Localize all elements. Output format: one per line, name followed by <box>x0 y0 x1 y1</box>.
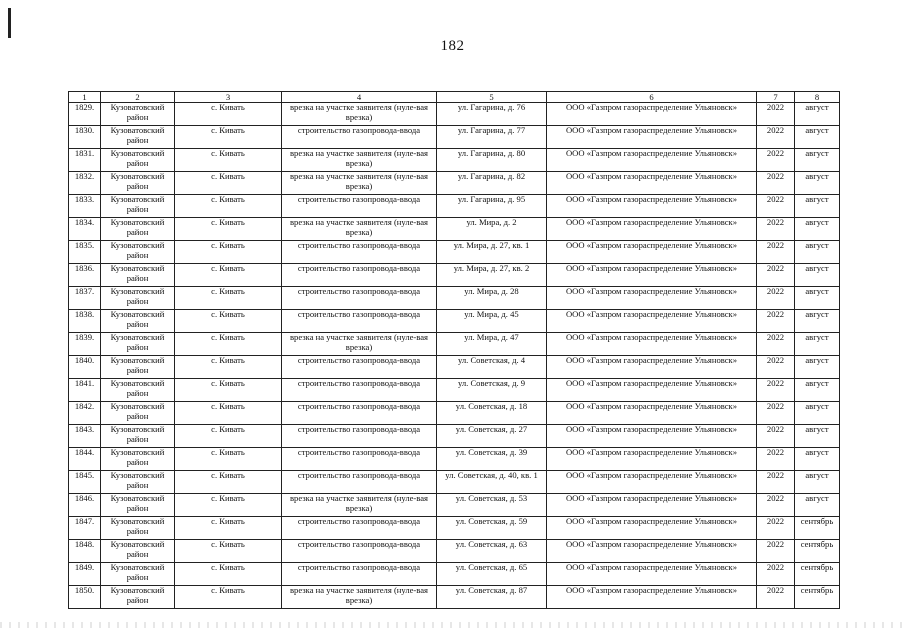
organization-cell: ООО «Газпром газораспределение Ульяновск» <box>547 586 757 609</box>
year-cell: 2022 <box>757 126 795 149</box>
district-cell: Кузоватовский район <box>101 264 175 287</box>
month-cell: август <box>795 103 840 126</box>
year-cell: 2022 <box>757 563 795 586</box>
village-cell: с. Кивать <box>175 241 282 264</box>
month-cell: август <box>795 195 840 218</box>
district-cell: Кузоватовский район <box>101 126 175 149</box>
work-type-cell: строительство газопровода-ввода <box>282 195 437 218</box>
organization-cell: ООО «Газпром газораспределение Ульяновск» <box>547 195 757 218</box>
row-number: 1837. <box>69 287 101 310</box>
organization-cell: ООО «Газпром газораспределение Ульяновск» <box>547 471 757 494</box>
work-type-cell: врезка на участке заявителя (нуле-вая врезка) <box>282 333 437 356</box>
row-number: 1840. <box>69 356 101 379</box>
year-cell: 2022 <box>757 149 795 172</box>
village-cell: с. Кивать <box>175 540 282 563</box>
district-cell: Кузоватовский район <box>101 540 175 563</box>
work-type-cell: врезка на участке заявителя (нуле-вая врезка) <box>282 586 437 609</box>
organization-cell: ООО «Газпром газораспределение Ульяновск» <box>547 402 757 425</box>
village-cell: с. Кивать <box>175 149 282 172</box>
organization-cell: ООО «Газпром газораспределение Ульяновск» <box>547 241 757 264</box>
col-header: 6 <box>547 92 757 103</box>
page-number: 182 <box>440 38 465 54</box>
address-cell: ул. Мира, д. 47 <box>437 333 547 356</box>
month-cell: август <box>795 149 840 172</box>
work-type-cell: строительство газопровода-ввода <box>282 356 437 379</box>
address-cell: ул. Мира, д. 28 <box>437 287 547 310</box>
district-cell: Кузоватовский район <box>101 494 175 517</box>
address-cell: ул. Гагарина, д. 95 <box>437 195 547 218</box>
table-row <box>69 126 840 149</box>
work-type-cell: врезка на участке заявителя (нуле-вая врезка) <box>282 218 437 241</box>
work-type-cell: врезка на участке заявителя (нуле-вая врезка) <box>282 172 437 195</box>
work-type-cell: врезка на участке заявителя (нуле-вая врезка) <box>282 103 437 126</box>
row-number: 1829. <box>69 103 101 126</box>
district-cell: Кузоватовский район <box>101 149 175 172</box>
address-cell: ул. Мира, д. 2 <box>437 218 547 241</box>
row-number: 1844. <box>69 448 101 471</box>
month-cell: август <box>795 218 840 241</box>
header-row <box>69 92 840 103</box>
district-cell: Кузоватовский район <box>101 448 175 471</box>
address-cell: ул. Мира, д. 27, кв. 1 <box>437 241 547 264</box>
work-type-cell: строительство газопровода-ввода <box>282 287 437 310</box>
col-header: 8 <box>795 92 840 103</box>
district-cell: Кузоватовский район <box>101 586 175 609</box>
scan-edge-mark <box>8 8 11 38</box>
district-cell: Кузоватовский район <box>101 471 175 494</box>
work-type-cell: строительство газопровода-ввода <box>282 471 437 494</box>
work-type-cell: врезка на участке заявителя (нуле-вая врезка) <box>282 149 437 172</box>
table-row <box>69 471 840 494</box>
table-row <box>69 356 840 379</box>
address-cell: ул. Гагарина, д. 82 <box>437 172 547 195</box>
work-type-cell: строительство газопровода-ввода <box>282 241 437 264</box>
village-cell: с. Кивать <box>175 586 282 609</box>
village-cell: с. Кивать <box>175 563 282 586</box>
table-row <box>69 517 840 540</box>
month-cell: август <box>795 287 840 310</box>
address-cell: ул. Советская, д. 63 <box>437 540 547 563</box>
address-cell: ул. Мира, д. 27, кв. 2 <box>437 264 547 287</box>
year-cell: 2022 <box>757 103 795 126</box>
table-row <box>69 425 840 448</box>
village-cell: с. Кивать <box>175 356 282 379</box>
col-header: 1 <box>69 92 101 103</box>
month-cell: август <box>795 126 840 149</box>
address-cell: ул. Советская, д. 59 <box>437 517 547 540</box>
village-cell: с. Кивать <box>175 218 282 241</box>
row-number: 1836. <box>69 264 101 287</box>
table-row <box>69 402 840 425</box>
district-cell: Кузоватовский район <box>101 310 175 333</box>
year-cell: 2022 <box>757 471 795 494</box>
row-number: 1834. <box>69 218 101 241</box>
year-cell: 2022 <box>757 586 795 609</box>
table-row <box>69 448 840 471</box>
year-cell: 2022 <box>757 195 795 218</box>
village-cell: с. Кивать <box>175 517 282 540</box>
month-cell: август <box>795 402 840 425</box>
work-type-cell: строительство газопровода-ввода <box>282 310 437 333</box>
district-cell: Кузоватовский район <box>101 172 175 195</box>
organization-cell: ООО «Газпром газораспределение Ульяновск» <box>547 310 757 333</box>
village-cell: с. Кивать <box>175 333 282 356</box>
month-cell: август <box>795 379 840 402</box>
month-cell: август <box>795 425 840 448</box>
year-cell: 2022 <box>757 333 795 356</box>
organization-cell: ООО «Газпром газораспределение Ульяновск» <box>547 356 757 379</box>
month-cell: август <box>795 264 840 287</box>
year-cell: 2022 <box>757 448 795 471</box>
year-cell: 2022 <box>757 356 795 379</box>
district-cell: Кузоватовский район <box>101 425 175 448</box>
table-row <box>69 103 840 126</box>
year-cell: 2022 <box>757 540 795 563</box>
organization-cell: ООО «Газпром газораспределение Ульяновск» <box>547 287 757 310</box>
month-cell: август <box>795 241 840 264</box>
work-type-cell: врезка на участке заявителя (нуле-вая врезка) <box>282 494 437 517</box>
work-type-cell: строительство газопровода-ввода <box>282 517 437 540</box>
table-body <box>69 103 840 609</box>
organization-cell: ООО «Газпром газораспределение Ульяновск» <box>547 172 757 195</box>
row-number: 1832. <box>69 172 101 195</box>
month-cell: август <box>795 494 840 517</box>
organization-cell: ООО «Газпром газораспределение Ульяновск» <box>547 494 757 517</box>
year-cell: 2022 <box>757 218 795 241</box>
row-number: 1830. <box>69 126 101 149</box>
row-number: 1843. <box>69 425 101 448</box>
table-row <box>69 494 840 517</box>
district-cell: Кузоватовский район <box>101 218 175 241</box>
work-type-cell: строительство газопровода-ввода <box>282 540 437 563</box>
organization-cell: ООО «Газпром газораспределение Ульяновск» <box>547 540 757 563</box>
work-type-cell: строительство газопровода-ввода <box>282 425 437 448</box>
table-row <box>69 218 840 241</box>
row-number: 1849. <box>69 563 101 586</box>
village-cell: с. Кивать <box>175 172 282 195</box>
month-cell: август <box>795 471 840 494</box>
address-cell: ул. Гагарина, д. 77 <box>437 126 547 149</box>
work-type-cell: строительство газопровода-ввода <box>282 264 437 287</box>
table-row <box>69 563 840 586</box>
district-cell: Кузоватовский район <box>101 517 175 540</box>
district-cell: Кузоватовский район <box>101 333 175 356</box>
col-header: 4 <box>282 92 437 103</box>
address-cell: ул. Советская, д. 27 <box>437 425 547 448</box>
table-row <box>69 540 840 563</box>
month-cell: август <box>795 448 840 471</box>
row-number: 1835. <box>69 241 101 264</box>
district-cell: Кузоватовский район <box>101 241 175 264</box>
village-cell: с. Кивать <box>175 310 282 333</box>
col-header: 2 <box>101 92 175 103</box>
year-cell: 2022 <box>757 517 795 540</box>
scan-noise-strip <box>0 622 905 628</box>
month-cell: август <box>795 356 840 379</box>
village-cell: с. Кивать <box>175 287 282 310</box>
district-cell: Кузоватовский район <box>101 103 175 126</box>
organization-cell: ООО «Газпром газораспределение Ульяновск» <box>547 517 757 540</box>
row-number: 1841. <box>69 379 101 402</box>
month-cell: сентябрь <box>795 586 840 609</box>
row-number: 1845. <box>69 471 101 494</box>
organization-cell: ООО «Газпром газораспределение Ульяновск» <box>547 218 757 241</box>
village-cell: с. Кивать <box>175 448 282 471</box>
year-cell: 2022 <box>757 310 795 333</box>
table-row <box>69 195 840 218</box>
address-cell: ул. Гагарина, д. 76 <box>437 103 547 126</box>
village-cell: с. Кивать <box>175 264 282 287</box>
row-number: 1846. <box>69 494 101 517</box>
table-row <box>69 333 840 356</box>
table-row <box>69 264 840 287</box>
table-row <box>69 149 840 172</box>
village-cell: с. Кивать <box>175 103 282 126</box>
district-cell: Кузоватовский район <box>101 402 175 425</box>
organization-cell: ООО «Газпром газораспределение Ульяновск» <box>547 333 757 356</box>
table-row <box>69 379 840 402</box>
village-cell: с. Кивать <box>175 471 282 494</box>
table-row <box>69 586 840 609</box>
district-cell: Кузоватовский район <box>101 379 175 402</box>
address-cell: ул. Советская, д. 53 <box>437 494 547 517</box>
organization-cell: ООО «Газпром газораспределение Ульяновск» <box>547 425 757 448</box>
col-header: 7 <box>757 92 795 103</box>
district-cell: Кузоватовский район <box>101 195 175 218</box>
organization-cell: ООО «Газпром газораспределение Ульяновск» <box>547 103 757 126</box>
year-cell: 2022 <box>757 494 795 517</box>
table-row <box>69 172 840 195</box>
table-row <box>69 310 840 333</box>
year-cell: 2022 <box>757 264 795 287</box>
work-type-cell: строительство газопровода-ввода <box>282 563 437 586</box>
row-number: 1848. <box>69 540 101 563</box>
work-type-cell: строительство газопровода-ввода <box>282 126 437 149</box>
table-row <box>69 287 840 310</box>
month-cell: август <box>795 333 840 356</box>
year-cell: 2022 <box>757 379 795 402</box>
address-cell: ул. Советская, д. 40, кв. 1 <box>437 471 547 494</box>
row-number: 1838. <box>69 310 101 333</box>
year-cell: 2022 <box>757 287 795 310</box>
organization-cell: ООО «Газпром газораспределение Ульяновск» <box>547 379 757 402</box>
organization-cell: ООО «Газпром газораспределение Ульяновск» <box>547 126 757 149</box>
organization-cell: ООО «Газпром газораспределение Ульяновск» <box>547 563 757 586</box>
month-cell: сентябрь <box>795 517 840 540</box>
organization-cell: ООО «Газпром газораспределение Ульяновск» <box>547 149 757 172</box>
col-header: 3 <box>175 92 282 103</box>
village-cell: с. Кивать <box>175 195 282 218</box>
district-cell: Кузоватовский район <box>101 287 175 310</box>
gas-connection-table <box>68 91 840 609</box>
row-number: 1833. <box>69 195 101 218</box>
village-cell: с. Кивать <box>175 402 282 425</box>
district-cell: Кузоватовский район <box>101 563 175 586</box>
address-cell: ул. Советская, д. 9 <box>437 379 547 402</box>
table-row <box>69 241 840 264</box>
year-cell: 2022 <box>757 402 795 425</box>
organization-cell: ООО «Газпром газораспределение Ульяновск» <box>547 448 757 471</box>
address-cell: ул. Советская, д. 39 <box>437 448 547 471</box>
month-cell: сентябрь <box>795 563 840 586</box>
year-cell: 2022 <box>757 425 795 448</box>
village-cell: с. Кивать <box>175 494 282 517</box>
row-number: 1850. <box>69 586 101 609</box>
organization-cell: ООО «Газпром газораспределение Ульяновск» <box>547 264 757 287</box>
village-cell: с. Кивать <box>175 379 282 402</box>
row-number: 1847. <box>69 517 101 540</box>
address-cell: ул. Советская, д. 4 <box>437 356 547 379</box>
month-cell: сентябрь <box>795 540 840 563</box>
address-cell: ул. Советская, д. 87 <box>437 586 547 609</box>
village-cell: с. Кивать <box>175 425 282 448</box>
row-number: 1831. <box>69 149 101 172</box>
month-cell: август <box>795 310 840 333</box>
village-cell: с. Кивать <box>175 126 282 149</box>
address-cell: ул. Мира, д. 45 <box>437 310 547 333</box>
year-cell: 2022 <box>757 172 795 195</box>
work-type-cell: строительство газопровода-ввода <box>282 379 437 402</box>
address-cell: ул. Советская, д. 65 <box>437 563 547 586</box>
month-cell: август <box>795 172 840 195</box>
col-header: 5 <box>437 92 547 103</box>
year-cell: 2022 <box>757 241 795 264</box>
work-type-cell: строительство газопровода-ввода <box>282 448 437 471</box>
address-cell: ул. Гагарина, д. 80 <box>437 149 547 172</box>
row-number: 1842. <box>69 402 101 425</box>
district-cell: Кузоватовский район <box>101 356 175 379</box>
row-number: 1839. <box>69 333 101 356</box>
address-cell: ул. Советская, д. 18 <box>437 402 547 425</box>
work-type-cell: строительство газопровода-ввода <box>282 402 437 425</box>
